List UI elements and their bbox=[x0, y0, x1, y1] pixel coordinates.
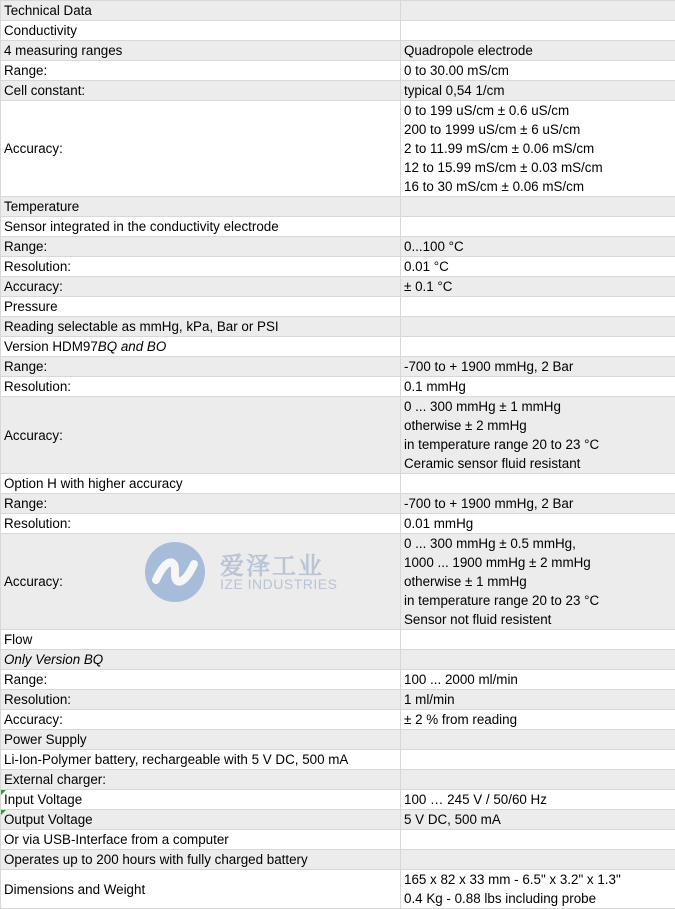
spec-value-line: 0.01 °C bbox=[404, 257, 672, 276]
spec-label: Operates up to 200 hours with fully charged battery bbox=[4, 852, 308, 867]
spec-label-cell bbox=[1, 377, 401, 397]
table-row bbox=[1, 534, 675, 630]
spec-value-line: 0.4 Kg - 0.88 lbs including probe bbox=[404, 889, 672, 908]
table-row bbox=[1, 61, 675, 81]
spec-value-cell bbox=[401, 101, 675, 197]
spec-value-cell bbox=[401, 770, 675, 790]
spec-label: Resolution: bbox=[4, 692, 71, 707]
spec-value-cell bbox=[401, 1, 675, 21]
table-row bbox=[1, 101, 675, 197]
spec-value-cell bbox=[401, 790, 675, 810]
spec-value-line: 1000 ... 1900 mmHg ± 2 mmHg bbox=[404, 553, 672, 572]
spec-value-line: 0 ... 300 mmHg ± 1 mmHg bbox=[404, 397, 672, 416]
spec-label: External charger: bbox=[4, 772, 106, 787]
spec-label: Accuracy: bbox=[4, 712, 63, 727]
spec-value-line: 100 … 245 V / 50/60 Hz bbox=[404, 790, 672, 809]
table-row bbox=[1, 710, 675, 730]
spec-label: Li-Ion-Polymer battery, rechargeable with 5 V DC, 500 mA bbox=[4, 752, 348, 767]
spec-label: Output Voltage bbox=[4, 812, 93, 827]
watermark-english-text: IZE INDUSTRIES bbox=[220, 576, 337, 592]
spec-value-cell bbox=[401, 357, 675, 377]
spec-label-cell bbox=[1, 690, 401, 710]
spec-value-line: in temperature range 20 to 23 °C bbox=[404, 435, 672, 454]
spec-label-cell bbox=[1, 710, 401, 730]
spec-value-cell bbox=[401, 337, 675, 357]
spec-value-line: -700 to + 1900 mmHg, 2 Bar bbox=[404, 357, 672, 376]
spec-value-line: 5 V DC, 500 mA bbox=[404, 810, 672, 829]
spec-label: Range: bbox=[4, 496, 47, 511]
spec-label-cell bbox=[1, 217, 401, 237]
spec-value-cell bbox=[401, 514, 675, 534]
spec-label: Flow bbox=[4, 632, 32, 647]
table-row bbox=[1, 277, 675, 297]
table-row bbox=[1, 21, 675, 41]
table-row bbox=[1, 494, 675, 514]
spec-label: Reading selectable as mmHg, kPa, Bar or PSI bbox=[4, 319, 279, 334]
spec-label: Power Supply bbox=[4, 732, 87, 747]
spec-label-cell bbox=[1, 870, 401, 909]
table-row bbox=[1, 81, 675, 101]
spec-label: 4 measuring ranges bbox=[4, 43, 122, 58]
spec-value-cell bbox=[401, 730, 675, 750]
spec-label: Range: bbox=[4, 239, 47, 254]
spec-label-cell bbox=[1, 630, 401, 650]
spec-value-cell bbox=[401, 317, 675, 337]
spec-label-cell bbox=[1, 41, 401, 61]
spec-label-cell bbox=[1, 650, 401, 670]
spec-label-cell bbox=[1, 81, 401, 101]
table-row bbox=[1, 357, 675, 377]
spec-label: Accuracy: bbox=[4, 279, 63, 294]
spec-value-cell bbox=[401, 61, 675, 81]
table-row bbox=[1, 297, 675, 317]
spec-value-cell bbox=[401, 494, 675, 514]
table-row bbox=[1, 690, 675, 710]
spec-value-line: 0 to 30.00 mS/cm bbox=[404, 61, 672, 80]
spec-value-cell bbox=[401, 474, 675, 494]
table-row bbox=[1, 630, 675, 650]
spec-label: Accuracy: bbox=[4, 574, 63, 589]
spec-value-cell bbox=[401, 237, 675, 257]
table-row bbox=[1, 474, 675, 494]
spec-label-cell bbox=[1, 474, 401, 494]
table-row bbox=[1, 750, 675, 770]
spec-value-line: 2 to 11.99 mS/cm ± 0.06 mS/cm bbox=[404, 139, 672, 158]
spec-label-cell bbox=[1, 534, 401, 630]
spec-value-cell bbox=[401, 650, 675, 670]
spec-label-cell bbox=[1, 61, 401, 81]
spec-label: Input Voltage bbox=[4, 792, 82, 807]
spec-value-cell bbox=[401, 197, 675, 217]
spec-label-cell bbox=[1, 101, 401, 197]
spec-label: Option H with higher accuracy bbox=[4, 476, 183, 491]
spec-label: Cell constant: bbox=[4, 83, 85, 98]
spec-value-line: 165 x 82 x 33 mm - 6.5" x 3.2" x 1.3" bbox=[404, 870, 672, 889]
spec-value-cell bbox=[401, 670, 675, 690]
table-row bbox=[1, 670, 675, 690]
spec-label-cell bbox=[1, 830, 401, 850]
spec-label: Resolution: bbox=[4, 516, 71, 531]
table-row bbox=[1, 870, 675, 909]
spec-value-cell bbox=[401, 710, 675, 730]
spec-label: Accuracy: bbox=[4, 141, 63, 156]
spec-label: Technical Data bbox=[4, 3, 92, 18]
spec-label: Accuracy: bbox=[4, 428, 63, 443]
spec-value-line: Ceramic sensor fluid resistant bbox=[404, 454, 672, 473]
technical-data-body bbox=[1, 1, 675, 909]
table-row bbox=[1, 1, 675, 21]
table-row bbox=[1, 790, 675, 810]
spec-label: Range: bbox=[4, 672, 47, 687]
spec-label: Version HDM97 bbox=[4, 339, 98, 354]
table-row bbox=[1, 650, 675, 670]
spec-value-line: Quadropole electrode bbox=[404, 41, 672, 60]
spec-label-cell bbox=[1, 197, 401, 217]
spec-label: Range: bbox=[4, 359, 47, 374]
spec-label: Pressure bbox=[4, 299, 58, 314]
spec-label-cell bbox=[1, 277, 401, 297]
spec-value-line: 0...100 °C bbox=[404, 237, 672, 256]
spec-value-line: otherwise ± 1 mmHg bbox=[404, 572, 672, 591]
spec-value-line: 0 ... 300 mmHg ± 0.5 mmHg, bbox=[404, 534, 672, 553]
spec-label-cell bbox=[1, 357, 401, 377]
table-row bbox=[1, 377, 675, 397]
spec-label-cell bbox=[1, 1, 401, 21]
table-row bbox=[1, 830, 675, 850]
spec-label-italic: Only Version BQ bbox=[4, 652, 103, 667]
spec-label-cell bbox=[1, 514, 401, 534]
spec-label-cell bbox=[1, 850, 401, 870]
spec-value-cell bbox=[401, 850, 675, 870]
spec-value-line: typical 0,54 1/cm bbox=[404, 81, 672, 100]
spec-value-cell bbox=[401, 81, 675, 101]
spec-value-line: ± 0.1 °C bbox=[404, 277, 672, 296]
spec-label-cell bbox=[1, 257, 401, 277]
table-row bbox=[1, 337, 675, 357]
spec-label-cell bbox=[1, 337, 401, 357]
spec-value-line: in temperature range 20 to 23 °C bbox=[404, 591, 672, 610]
watermark-chinese-text: 爱泽工业 bbox=[220, 546, 324, 581]
spec-value-cell bbox=[401, 21, 675, 41]
spec-value-cell bbox=[401, 277, 675, 297]
spec-value-line: 100 ... 2000 ml/min bbox=[404, 670, 672, 689]
spec-value-line: -700 to + 1900 mmHg, 2 Bar bbox=[404, 494, 672, 513]
spec-value-line: 1 ml/min bbox=[404, 690, 672, 709]
spec-label: Or via USB-Interface from a computer bbox=[4, 832, 229, 847]
spec-value-line: 12 to 15.99 mS/cm ± 0.03 mS/cm bbox=[404, 158, 672, 177]
spec-value-line: 200 to 1999 uS/cm ± 6 uS/cm bbox=[404, 120, 672, 139]
spec-value-line: ± 2 % from reading bbox=[404, 710, 672, 729]
spec-value-cell bbox=[401, 397, 675, 474]
spec-label: Conductivity bbox=[4, 23, 77, 38]
spec-value-cell bbox=[401, 810, 675, 830]
table-row bbox=[1, 810, 675, 830]
spec-value-cell bbox=[401, 257, 675, 277]
table-row bbox=[1, 770, 675, 790]
spec-value-cell bbox=[401, 377, 675, 397]
spec-label: Resolution: bbox=[4, 379, 71, 394]
spec-label-cell bbox=[1, 670, 401, 690]
spec-label-cell bbox=[1, 790, 401, 810]
spec-label-cell bbox=[1, 494, 401, 514]
table-row bbox=[1, 514, 675, 534]
spec-label-cell bbox=[1, 317, 401, 337]
spec-value-cell bbox=[401, 297, 675, 317]
spec-value-cell bbox=[401, 217, 675, 237]
spec-value-cell bbox=[401, 534, 675, 630]
spec-label-cell bbox=[1, 750, 401, 770]
table-row bbox=[1, 730, 675, 750]
spec-label-cell bbox=[1, 397, 401, 474]
table-row bbox=[1, 257, 675, 277]
spec-value-cell bbox=[401, 870, 675, 909]
spec-value-line: 0.01 mmHg bbox=[404, 514, 672, 533]
table-row bbox=[1, 850, 675, 870]
spec-label: Sensor integrated in the conductivity electrode bbox=[4, 219, 279, 234]
spec-value-line: Sensor not fluid resistent bbox=[404, 610, 672, 629]
spec-value-cell bbox=[401, 750, 675, 770]
spec-value-cell bbox=[401, 830, 675, 850]
spec-label-cell bbox=[1, 810, 401, 830]
table-row bbox=[1, 237, 675, 257]
spec-label-cell bbox=[1, 770, 401, 790]
spec-label-italic: BQ and BO bbox=[98, 339, 166, 354]
spec-label-cell bbox=[1, 730, 401, 750]
table-row bbox=[1, 397, 675, 474]
spec-label: Resolution: bbox=[4, 259, 71, 274]
spec-value-line: otherwise ± 2 mmHg bbox=[404, 416, 672, 435]
spec-value-line: 0 to 199 uS/cm ± 0.6 uS/cm bbox=[404, 101, 672, 120]
spec-label-cell bbox=[1, 237, 401, 257]
spec-value-cell bbox=[401, 41, 675, 61]
spec-value-cell bbox=[401, 630, 675, 650]
spec-label: Range: bbox=[4, 63, 47, 78]
table-row bbox=[1, 41, 675, 61]
spec-value-line: 16 to 30 mS/cm ± 0.06 mS/cm bbox=[404, 177, 672, 196]
table-row bbox=[1, 197, 675, 217]
spec-value-cell bbox=[401, 690, 675, 710]
table-row bbox=[1, 217, 675, 237]
spec-label-cell bbox=[1, 21, 401, 41]
table-row bbox=[1, 317, 675, 337]
spec-label-cell bbox=[1, 297, 401, 317]
spec-label: Temperature bbox=[4, 199, 79, 214]
spec-value-line: 0.1 mmHg bbox=[404, 377, 672, 396]
spec-label: Dimensions and Weight bbox=[4, 882, 145, 897]
